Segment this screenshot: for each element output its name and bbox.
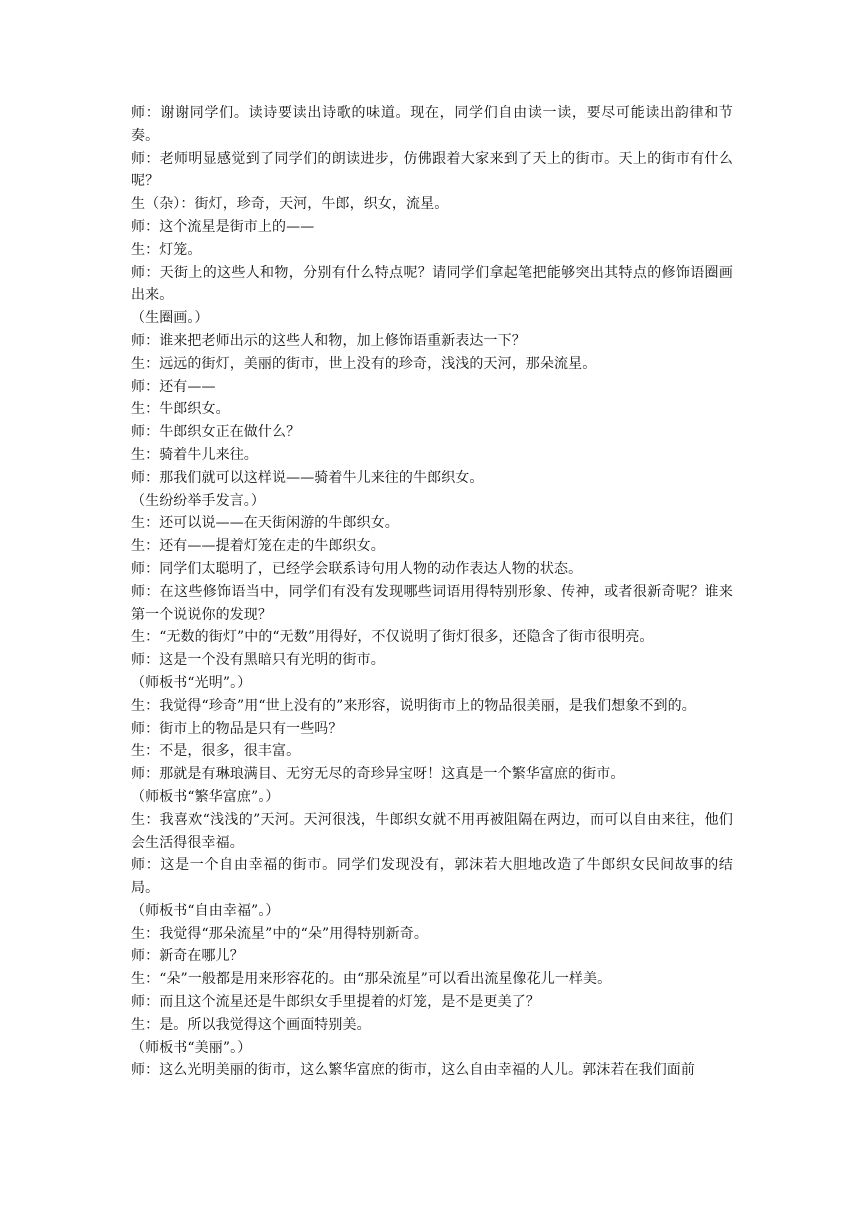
dialogue-line: 师：牛郎织女正在做什么？ (131, 424, 301, 441)
dialogue-line: 师：同学们太聪明了，已经学会联系诗句用人物的动作表达人物的状态。 (131, 560, 583, 577)
dialogue-line: 师：谁来把老师出示的这些人和物，加上修饰语重新表达一下？ (131, 332, 526, 349)
dialogue-line: 师：那就是有琳琅满目、无穷无尽的奇珍异宝呀！这真是一个繁华富庶的街市。 (131, 766, 625, 783)
dialogue-line: 师：老师明显感觉到了同学们的朗读进步，仿佛跟着大家来到了天上的街市。天上的街市有什么呢？ (131, 150, 733, 190)
document-body (131, 102, 733, 1082)
dialogue-line: 师：街市上的物品是只有一些吗？ (131, 720, 343, 737)
dialogue-line: 师：这么光明美丽的街市，这么繁华富庶的街市，这么自由幸福的人儿。郭沫若在我们面前 (131, 1062, 695, 1079)
stage-direction: （生纷纷举手发言。） (131, 492, 265, 509)
dialogue-line: 生（杂）：街灯，珍奇，天河，牛郎，织女，流星。 (131, 196, 449, 213)
dialogue-line: 生：牛郎织女。 (131, 401, 230, 418)
dialogue-line: 师：这个流星是街市上的—— (131, 218, 315, 235)
stage-direction: （师板书“美丽”。） (131, 1039, 252, 1056)
dialogue-line: 师：天街上的这些人和物，分别有什么特点呢？请同学们拿起笔把能够突出其特点的修饰语圈画出来。 (131, 264, 733, 304)
dialogue-line: 生：“无数的街灯”中的“无数”用得好，不仅说明了街灯很多，还隐含了街市很明亮。 (131, 629, 654, 646)
dialogue-line: 生：“朵”一般都是用来形容花的。由“那朵流星”可以看出流星像花儿一样美。 (131, 971, 612, 988)
dialogue-line: 生：我喜欢“浅浅的”天河。天河很浅，牛郎织女就不用再被阻隔在两边，而可以自由来往，他们会生活得很幸福。 (131, 811, 733, 851)
dialogue-line: 生：骑着牛儿来往。 (131, 446, 258, 463)
dialogue-line: 师：谢谢同学们。读诗要读出诗歌的味道。现在，同学们自由读一读，要尽可能读出韵律和节奏。 (131, 105, 733, 144)
stage-direction: （师板书“光明”。） (131, 674, 252, 691)
dialogue-line: 生：我觉得“珍奇”用“世上没有的”来形容，说明街市上的物品很美丽，是我们想象不到的。 (131, 697, 696, 714)
dialogue-line: 师：新奇在哪儿？ (131, 948, 244, 965)
stage-direction: （师板书“自由幸福”。） (131, 902, 280, 919)
dialogue-line: 生：灯笼。 (131, 241, 202, 258)
dialogue-line: 师：这是一个没有黑暗只有光明的街市。 (131, 652, 385, 669)
dialogue-line: 生：我觉得“那朵流星”中的“朵”用得特别新奇。 (131, 925, 428, 942)
dialogue-line: 师：那我们就可以这样说——骑着牛儿来往的牛郎织女。 (131, 469, 484, 486)
dialogue-line: 师：在这些修饰语当中，同学们有没有发现哪些词语用得特别形象、传神，或者很新奇呢？谁来第一个说说你的发现？ (131, 583, 733, 623)
dialogue-line: 师：还有—— (131, 378, 216, 395)
dialogue-line: 生：还有——提着灯笼在走的牛郎织女。 (131, 538, 385, 555)
stage-direction: （生圈画。） (131, 310, 209, 327)
dialogue-line: 师：这是一个自由幸福的街市。同学们发现没有，郭沫若大胆地改造了牛郎织女民间故事的结局。 (131, 857, 733, 897)
stage-direction: （师板书“繁华富庶”。） (131, 788, 280, 805)
dialogue-line: 生：是。所以我觉得这个画面特别美。 (131, 1016, 371, 1033)
dialogue-line: 师：而且这个流星还是牛郎织女手里提着的灯笼，是不是更美了？ (131, 994, 540, 1011)
dialogue-line: 生：还可以说——在天街闲游的牛郎织女。 (131, 515, 399, 532)
dialogue-line: 生：远远的街灯，美丽的街市，世上没有的珍奇，浅浅的天河，那朵流星。 (131, 355, 597, 372)
dialogue-line: 生：不是，很多，很丰富。 (131, 743, 301, 760)
